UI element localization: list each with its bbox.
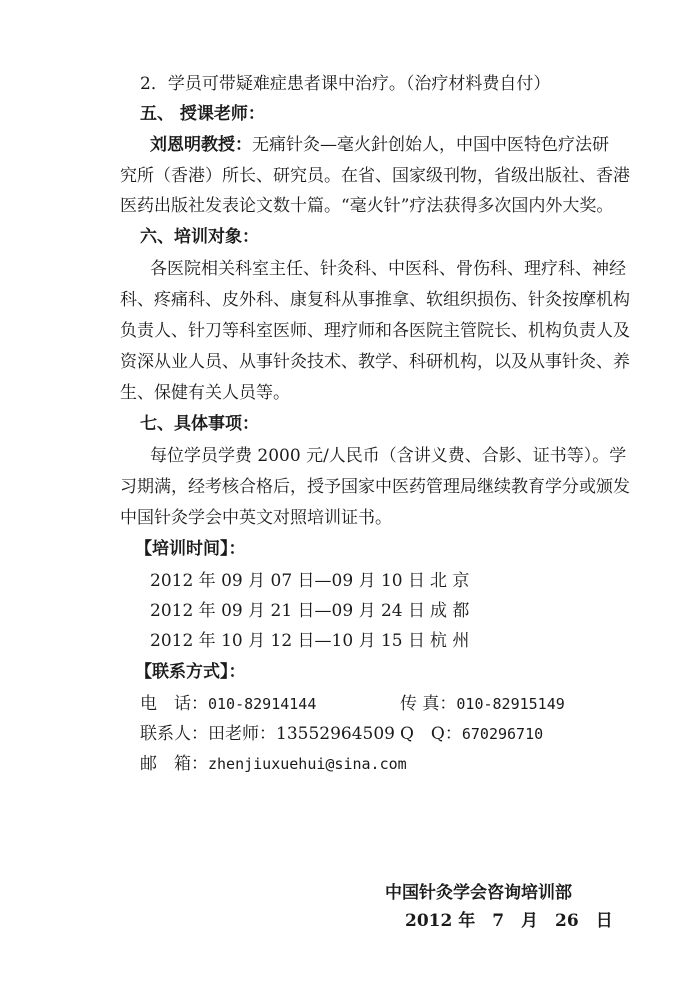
- schedule-row-dates: 2012 年 10 月 12 日—10 月 15 日: [150, 631, 426, 651]
- schedule-row-city: 北 京: [430, 571, 470, 591]
- teacher-intro-line-3: 医药出版社发表论文数十篇。“毫火针”疗法获得多次国内外大奖。: [120, 196, 614, 216]
- phone-label: 电 话：: [140, 694, 208, 714]
- fax-row: [400, 693, 565, 715]
- audience-line-3: 负责人、针刀等科室医师、理疗师和各医院主管院长、机构负责人及: [120, 321, 630, 341]
- schedule-row-dates: 2012 年 09 月 07 日—09 月 10 日: [150, 571, 426, 591]
- teacher-intro-line-1: [150, 134, 609, 156]
- audience-line-1: 各医院相关科室主任、针灸科、中医科、骨伤科、理疗科、神经: [150, 259, 626, 279]
- item-2-text: 2．学员可带疑难症患者课中治疗。（治疗材料费自付）: [140, 74, 551, 94]
- contact-person-row: [140, 723, 395, 745]
- signature-date: 2012 年 7 月 26 日: [405, 911, 613, 931]
- schedule-row-city: 杭 州: [430, 631, 470, 651]
- section-7-heading: 七、具体事项：: [140, 414, 259, 434]
- teacher-name: 刘恩明教授：: [150, 135, 252, 155]
- schedule-heading: 【培训时间】：: [135, 539, 246, 559]
- audience-line-5: 生、保健有关人员等。: [120, 383, 290, 403]
- contact-person-label: 联系人：: [140, 724, 208, 744]
- audience-line-4: 资深从业人员、从事针灸技术、教学、科研机构，以及从事针灸、养: [120, 352, 630, 372]
- audience-line-2: 科、疼痛科、皮外科、康复科从事推拿、软组织损伤、针灸按摩机构: [120, 290, 630, 310]
- teacher-desc-1: 无痛针灸—毫火針创始人，中国中医特色疗法研: [252, 135, 609, 155]
- fee-line-1: 每位学员学费 2000 元/人民币（含讲义费、合影、证书等）。学: [150, 446, 627, 466]
- contact-person-value: 田老师：13552964509: [208, 724, 395, 744]
- qq-row: [400, 723, 543, 745]
- fee-line-2: 习期满，经考核合格后，授予国家中医药管理局继续教育学分或颁发: [120, 477, 630, 497]
- fax-number: 010-82915149: [456, 695, 565, 713]
- email-address: zhenjiuxuehui@sina.com: [208, 755, 407, 773]
- qq-number: 670296710: [461, 725, 544, 743]
- qq-label: Q Q：: [400, 724, 462, 744]
- teacher-intro-line-2: 究所（香港）所长、研究员。在省、国家级刊物，省级出版社、香港: [120, 166, 630, 186]
- section-5-heading: 五、 授课老师：: [140, 104, 265, 124]
- email-row: [140, 753, 407, 775]
- email-label: 邮 箱：: [140, 754, 208, 774]
- section-6-heading: 六、培训对象：: [140, 227, 259, 247]
- phone-number: 010-82914144: [208, 695, 317, 713]
- contact-heading: 【联系方式】：: [135, 662, 246, 682]
- phone-row: [140, 693, 316, 715]
- schedule-row-city: 成 都: [430, 601, 470, 621]
- fee-line-3: 中国针灸学会中英文对照培训证书。: [120, 508, 392, 528]
- fax-label: 传 真：: [400, 694, 457, 714]
- signature-org: 中国针灸学会咨询培训部: [385, 883, 572, 903]
- schedule-row-dates: 2012 年 09 月 21 日—09 月 24 日: [150, 601, 426, 621]
